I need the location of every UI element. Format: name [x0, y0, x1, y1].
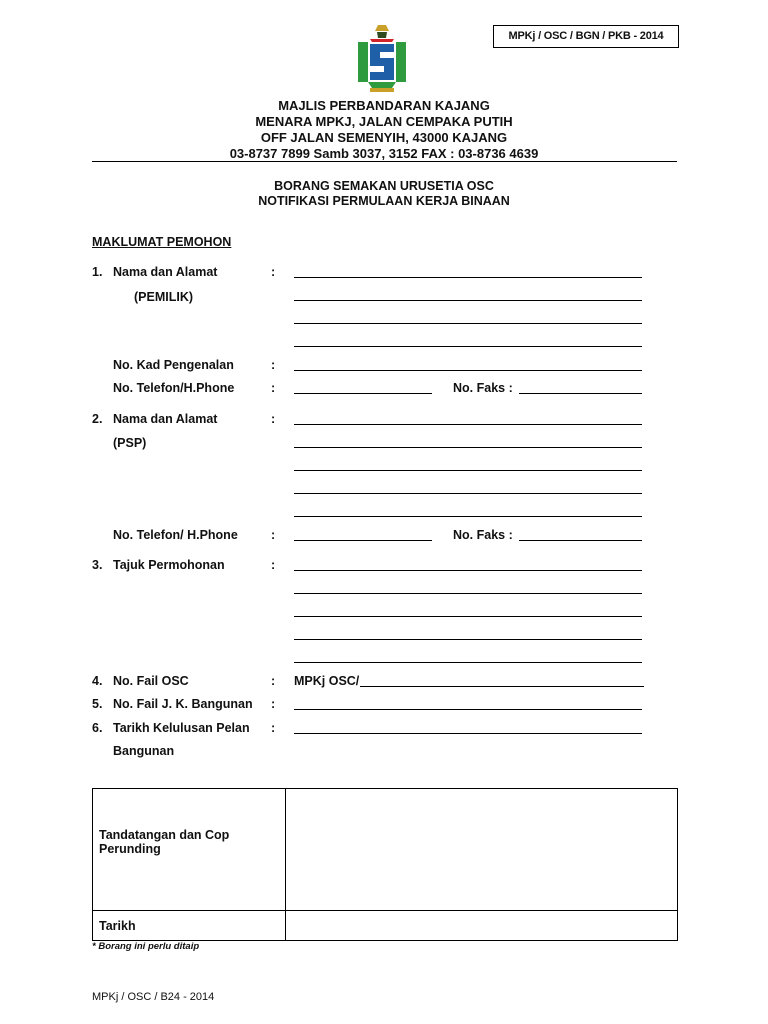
owner-phone-line[interactable] — [294, 393, 432, 394]
psp-phone-label: No. Telefon/ H.Phone — [113, 528, 238, 542]
colon: : — [271, 721, 276, 735]
signature-label-cell — [93, 789, 286, 911]
owner-phone-label: No. Telefon/H.Phone — [113, 381, 235, 395]
application-title-line-3[interactable] — [294, 616, 642, 617]
field-4-number: 4. — [92, 674, 103, 688]
application-title-label: Tajuk Permohonan — [113, 558, 225, 572]
field-1-number: 1. — [92, 265, 103, 279]
owner-address-line-4[interactable] — [294, 346, 642, 347]
psp-address-line-2[interactable] — [294, 447, 642, 448]
header-rule — [92, 161, 677, 162]
colon: : — [271, 558, 276, 572]
field-5-number: 5. — [92, 697, 103, 711]
osc-file-label: No. Fail OSC — [113, 674, 189, 688]
signature-area[interactable] — [286, 789, 678, 911]
owner-fax-line[interactable] — [519, 393, 642, 394]
ic-number-line[interactable] — [294, 370, 642, 371]
building-file-label: No. Fail J. K. Bangunan — [113, 697, 253, 711]
date-area[interactable] — [286, 911, 678, 941]
form-title-2: NOTIFIKASI PERMULAAN KERJA BINAAN — [258, 194, 510, 208]
owner-address-line-2[interactable] — [294, 300, 642, 301]
psp-address-line-1[interactable] — [294, 424, 642, 425]
field-3-number: 3. — [92, 558, 103, 572]
building-file-line[interactable] — [294, 709, 642, 710]
psp-address-line-3[interactable] — [294, 470, 642, 471]
application-title-line-1[interactable] — [294, 570, 642, 571]
document-code: MPKj / OSC / BGN / PKB - 2014 — [493, 25, 679, 48]
application-title-line-2[interactable] — [294, 593, 642, 594]
form-title-1: BORANG SEMAKAN URUSETIA OSC — [274, 179, 494, 193]
psp-address-line-4[interactable] — [294, 493, 642, 494]
owner-sublabel: (PEMILIK) — [134, 290, 194, 304]
application-title-line-5[interactable] — [294, 662, 642, 663]
section-heading: MAKLUMAT PEMOHON — [92, 235, 232, 249]
colon: : — [271, 265, 276, 279]
field-2-number: 2. — [92, 412, 103, 426]
owner-address-line-1[interactable] — [294, 277, 642, 278]
mpkj-logo — [356, 22, 408, 96]
osc-file-line[interactable] — [360, 686, 644, 687]
plan-approval-date-label-2: Bangunan — [113, 744, 175, 758]
signature-table — [92, 788, 678, 941]
owner-address-line-3[interactable] — [294, 323, 642, 324]
colon: : — [271, 697, 276, 711]
application-title-line-4[interactable] — [294, 639, 642, 640]
psp-phone-line[interactable] — [294, 540, 432, 541]
plan-approval-date-line[interactable] — [294, 733, 642, 734]
council-address-1: MENARA MPKJ, JALAN CEMPAKA PUTIH — [255, 114, 513, 129]
field-6-number: 6. — [92, 721, 103, 735]
date-label-cell — [93, 911, 286, 941]
ic-number-label: No. Kad Pengenalan — [113, 358, 234, 372]
owner-fax-label: No. Faks : — [453, 381, 513, 395]
colon: : — [271, 674, 276, 688]
plan-approval-date-label: Tarikh Kelulusan Pelan — [113, 721, 250, 735]
psp-address-line-5[interactable] — [294, 516, 642, 517]
council-contact: 03-8737 7899 Samb 3037, 3152 FAX : 03-8736 4639 — [229, 146, 539, 161]
psp-sublabel: (PSP) — [113, 436, 147, 450]
colon: : — [271, 358, 276, 372]
footer-code: MPKj / OSC / B24 - 2014 — [92, 991, 215, 1003]
typing-note: * Borang ini perlu ditaip — [92, 941, 200, 952]
osc-file-prefix: MPKj OSC/ — [294, 674, 360, 688]
council-name: MAJLIS PERBANDARAN KAJANG — [278, 98, 490, 113]
psp-fax-line[interactable] — [519, 540, 642, 541]
psp-name-address-label: Nama dan Alamat — [113, 412, 218, 426]
signature-label: Tandatangan dan Cop Perunding — [99, 827, 230, 856]
colon: : — [271, 528, 276, 542]
colon: : — [271, 381, 276, 395]
owner-name-address-label: Nama dan Alamat — [113, 265, 218, 279]
psp-fax-label: No. Faks : — [453, 528, 513, 542]
colon: : — [271, 412, 276, 426]
date-label: Tarikh — [99, 918, 136, 933]
council-address-2: OFF JALAN SEMENYIH, 43000 KAJANG — [260, 130, 508, 145]
